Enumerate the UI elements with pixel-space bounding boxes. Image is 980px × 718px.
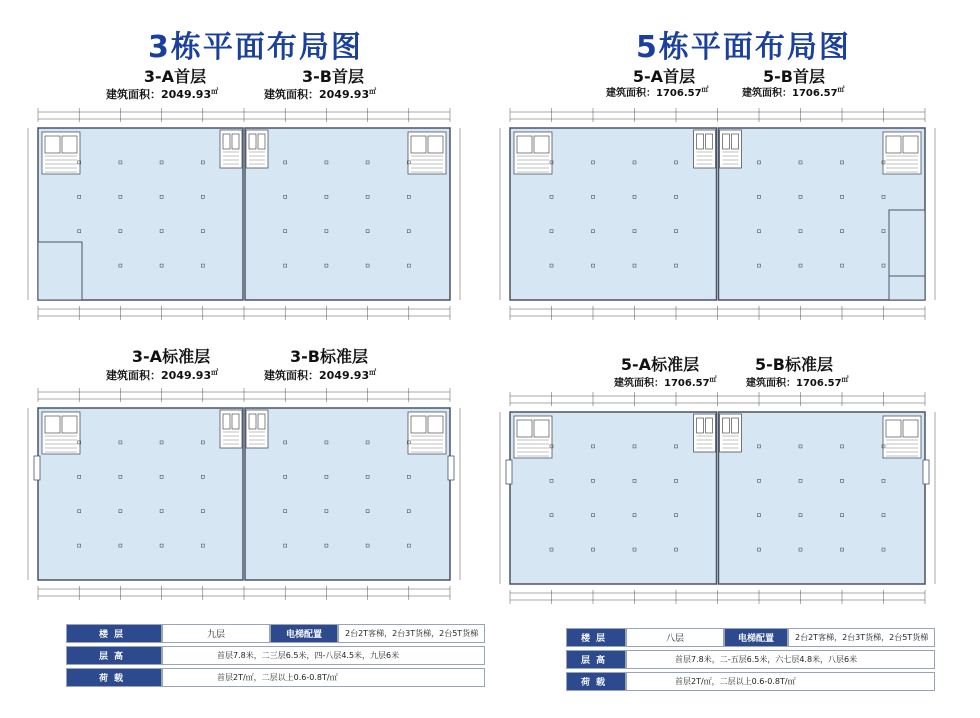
plan-5b-ground-area: 建筑面积：1706.57㎡: [742, 85, 845, 99]
plan-5a-standard-label: 5-A标准层: [620, 355, 700, 374]
plan-5b-ground-label: 5-B首层: [763, 67, 825, 86]
building3-title: 3栋平面布局图: [148, 30, 363, 65]
balcony-ledge: [923, 460, 929, 484]
plan-3a-ground-area: 建筑面积：2049.93㎡: [106, 87, 219, 101]
building5-spec-table: [566, 625, 935, 694]
spec5-height-value: 首层7.8米，二-五层6.5米，六七层4.8米，八层6米: [626, 650, 935, 669]
spec5-floors-key: 楼层: [566, 628, 626, 647]
plan-5b-standard-area: 建筑面积：1706.57㎡: [746, 375, 849, 389]
plan-3b-ground-label: 3-B首层: [302, 67, 364, 86]
spec3-elevator-key: 电梯配置: [270, 624, 338, 643]
plan-3a-standard-label: 3-A标准层: [131, 347, 211, 366]
ground-floor-room: [889, 210, 925, 300]
spec3-floors-value: 九层: [162, 624, 270, 643]
floorplan-5-ground: [490, 100, 945, 330]
spec5-elevator-value: 2台2T客梯，2台3T货梯，2台5T货梯: [788, 628, 935, 647]
spec3-height-value: 首层7.8米，二三层6.5米，四-八层4.5米，九层6米: [162, 646, 485, 665]
plan-5a-ground-area: 建筑面积：1706.57㎡: [606, 85, 709, 99]
spec5-height-key: 层高: [566, 650, 626, 669]
floorplan-5-standard: [490, 384, 945, 614]
plan-5b-standard-label: 5-B标准层: [755, 355, 833, 374]
ground-floor-room: [38, 242, 82, 300]
plan-3b-standard-label: 3-B标准层: [290, 347, 368, 366]
building5-title: 5栋平面布局图: [636, 30, 851, 65]
balcony-ledge: [34, 456, 40, 480]
plan-5a-standard-area: 建筑面积：1706.57㎡: [614, 375, 717, 389]
plan-3a-ground-label: 3-A首层: [143, 67, 207, 86]
spec3-floors-key: 楼层: [66, 624, 162, 643]
plan-3b-ground-area: 建筑面积：2049.93㎡: [264, 87, 377, 101]
floorplan-3-ground: [18, 100, 470, 330]
spec5-elevator-key: 电梯配置: [724, 628, 788, 647]
plan-3a-standard-area: 建筑面积：2049.93㎡: [106, 368, 219, 382]
building3-spec-table: [66, 621, 485, 690]
plan-3b-standard-area: 建筑面积：2049.93㎡: [264, 368, 377, 382]
spec5-load-value: 首层2T/㎡，二层以上0.6-0.8T/㎡: [626, 672, 935, 691]
balcony-ledge: [506, 460, 512, 484]
balcony-ledge: [448, 456, 454, 480]
spec3-elevator-value: 2台2T客梯，2台3T货梯，2台5T货梯: [338, 624, 485, 643]
spec3-load-key: 荷载: [66, 668, 162, 687]
spec5-floors-value: 八层: [626, 628, 724, 647]
spec3-height-key: 层高: [66, 646, 162, 665]
spec5-load-key: 荷载: [566, 672, 626, 691]
plan-5a-ground-label: 5-A首层: [632, 67, 696, 86]
spec3-load-value: 首层2T/㎡，二层以上0.6-0.8T/㎡: [162, 668, 485, 687]
floorplan-3-standard: [18, 380, 470, 610]
